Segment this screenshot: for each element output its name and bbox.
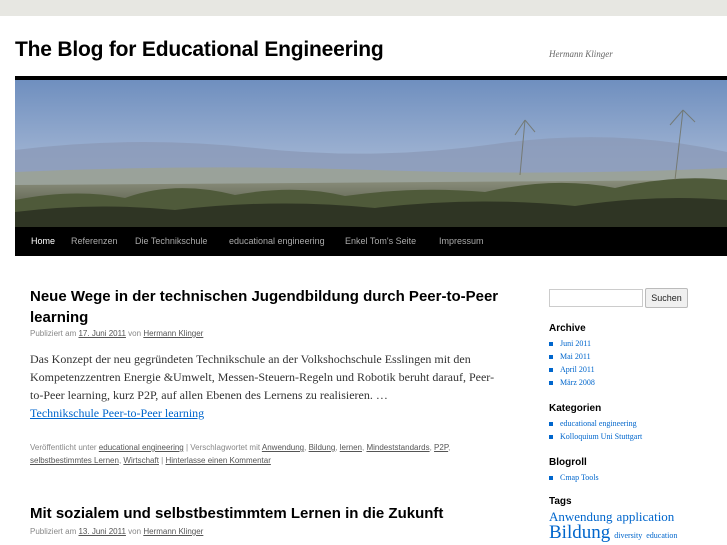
excerpt-link[interactable]: Technikschule Peer-to-Peer learning xyxy=(30,406,205,420)
archive-link[interactable]: März 2008 xyxy=(560,378,595,387)
tag-link[interactable]: lernen xyxy=(339,443,362,452)
site-title[interactable]: The Blog for Educational Engineering xyxy=(15,38,384,61)
tag-separator: , xyxy=(304,443,309,452)
tag-link[interactable]: P2P xyxy=(434,443,449,452)
tag-separator: , xyxy=(448,443,451,452)
comment-link[interactable]: Hinterlasse einen Kommentar xyxy=(165,456,271,465)
author-link[interactable]: Hermann Klinger xyxy=(143,329,204,338)
archive-link[interactable]: Juni 2011 xyxy=(560,339,592,348)
post-meta xyxy=(30,329,203,338)
archive-item[interactable] xyxy=(549,337,595,350)
tag-separator: , xyxy=(429,443,435,452)
archive-link[interactable]: Mai 2011 xyxy=(560,352,591,361)
category-item[interactable] xyxy=(549,417,642,430)
nav-item-enkel-tom-s-seite[interactable]: Enkel Tom's Seite xyxy=(345,236,417,246)
archive-title: Archive xyxy=(549,323,586,334)
blogroll-link[interactable]: Cmap Tools xyxy=(560,473,599,482)
nav-item-home[interactable]: Home xyxy=(31,236,56,246)
meta-prefix: Publiziert am xyxy=(30,329,77,338)
blogroll-item[interactable] xyxy=(549,471,599,484)
tag-separator: , xyxy=(361,443,367,452)
meta-by: von xyxy=(128,329,142,338)
post-utility xyxy=(30,441,505,467)
tag-separator: , xyxy=(118,456,124,465)
post-title[interactable]: Neue Wege in der technischen Jugendbildung durch Peer-to-Peer learning xyxy=(30,288,499,326)
tag-cloud-link[interactable]: diversity xyxy=(614,531,643,540)
archive-link[interactable]: April 2011 xyxy=(560,365,595,374)
top-band xyxy=(0,0,727,16)
author-link[interactable]: Hermann Klinger xyxy=(143,527,204,536)
archive-item[interactable] xyxy=(549,350,595,363)
nav-item-die-technikschule[interactable]: Die Technikschule xyxy=(135,236,208,246)
utility-separator: | xyxy=(158,456,166,465)
tag-link[interactable]: Bildung xyxy=(308,443,336,452)
archive-item[interactable] xyxy=(549,363,595,376)
tag-link[interactable]: Wirtschaft xyxy=(123,456,159,465)
nav-item-impressum[interactable]: Impressum xyxy=(439,236,484,246)
tag-cloud-link[interactable]: application xyxy=(616,509,675,524)
tag-cloud-link[interactable]: Bildung xyxy=(549,522,611,543)
archive-list xyxy=(549,337,595,389)
tag-link[interactable]: Anwendung xyxy=(261,443,305,452)
category-link[interactable]: educational engineering xyxy=(98,443,184,452)
tag-link[interactable]: Mindeststandards xyxy=(366,443,430,452)
category-link[interactable]: educational engineering xyxy=(560,419,637,428)
tag-link[interactable]: selbstbestimmtes Lernen xyxy=(30,456,119,465)
tags-title: Tags xyxy=(549,496,572,507)
header-image xyxy=(15,80,727,227)
nav-item-educational-engineering[interactable]: educational engineering xyxy=(229,236,325,246)
archive-item[interactable] xyxy=(549,376,595,389)
tagged-label: | Verschlagwortet mit xyxy=(183,443,262,452)
tag-separator: , xyxy=(335,443,340,452)
categories-title: Kategorien xyxy=(549,403,602,414)
excerpt-text: Das Konzept der neu gegründeten Technikschule an der Volkshochschule Esslingen mit den Kompetenzzentren Energie &Umwelt, Messen-Steuern-Regeln und Robotik beruht darauf, Peer-to-Peer learning, kurz P2P, auf allen Ebenen des Lernens zu realisieren. … xyxy=(30,352,495,402)
meta-prefix: Publiziert am xyxy=(30,527,77,536)
search-input[interactable] xyxy=(549,289,643,307)
tag-cloud-link[interactable]: Anwendung xyxy=(549,509,613,524)
category-item[interactable] xyxy=(549,430,642,443)
blogroll-title: Blogroll xyxy=(549,457,587,468)
tag-cloud xyxy=(549,509,719,544)
post-title[interactable]: Mit sozialem und selbstbestimmtem Lernen in die Zukunft xyxy=(30,505,444,522)
site-description: Hermann Klinger xyxy=(549,49,613,59)
categories-list xyxy=(549,417,642,443)
post-date-link[interactable]: 13. Juni 2011 xyxy=(78,527,126,536)
main-navigation xyxy=(15,227,727,256)
category-link[interactable]: Kolloquium Uni Stuttgart xyxy=(560,432,643,441)
nav-item-referenzen[interactable]: Referenzen xyxy=(71,236,118,246)
search-button[interactable]: Suchen xyxy=(645,288,688,308)
post-excerpt xyxy=(30,350,505,422)
posted-in-label: Veröffentlicht unter xyxy=(30,443,99,452)
post-date-link[interactable]: 17. Juni 2011 xyxy=(78,329,126,338)
post-meta xyxy=(30,527,203,536)
blogroll-list xyxy=(549,471,599,484)
tag-cloud-link[interactable]: education xyxy=(646,531,678,540)
meta-by: von xyxy=(128,527,142,536)
